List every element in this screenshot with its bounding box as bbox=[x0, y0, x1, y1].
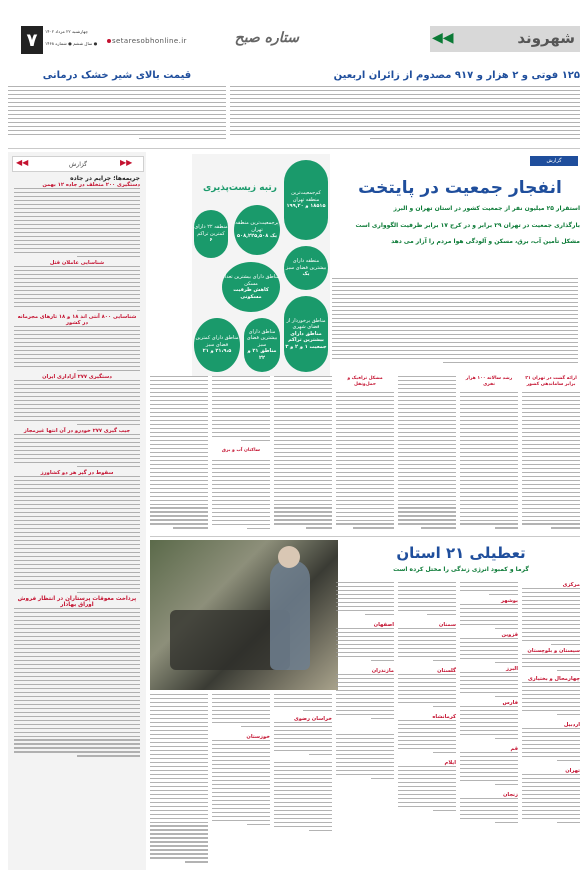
main-bullet-3: مشکل تأمین آب، برق، مسکن و آلودگی هوا مردم را آزار می دهد bbox=[391, 238, 580, 245]
info-cell-7-label: مناطق دارای کمترین فضای سبز bbox=[195, 335, 239, 348]
holiday-col-f-intro bbox=[212, 694, 270, 734]
infographic-title: رتبه زیست‌پذیری bbox=[203, 183, 277, 193]
sidebar-item-7-title: پرداخت معوقات پرستاران در انتظار فروش اوراق بهادار bbox=[17, 596, 137, 608]
province-12: سمنان bbox=[438, 622, 456, 628]
holiday-col-g bbox=[150, 694, 208, 870]
holiday-col-f bbox=[212, 694, 270, 870]
info-cell-4-label: منطقه دارای بیشترین فضای سبز bbox=[285, 258, 327, 271]
sidebar-item-5-text bbox=[14, 434, 140, 470]
province-16-text bbox=[336, 628, 394, 668]
sidebar-item-6-text bbox=[14, 476, 140, 596]
province-10-text bbox=[460, 752, 518, 792]
province-10: قم bbox=[510, 746, 518, 752]
col4-text bbox=[460, 392, 518, 532]
info-cell-5-value: مناطق دارای بیشترین تراکم جمعیت ۱ و ۲ و ۳ bbox=[285, 330, 327, 350]
main-lead-text bbox=[332, 278, 578, 368]
top-story-text bbox=[230, 86, 580, 144]
info-cell-2 bbox=[234, 205, 280, 255]
mid-divider bbox=[150, 536, 580, 537]
sidebar-item-4-title: دستگیری ۲۷۷ آزاداری ایران bbox=[42, 374, 112, 380]
sidebar-item-3-text bbox=[14, 326, 140, 374]
province-9-text bbox=[460, 706, 518, 746]
sidebar-chevrons-icon: ◀◀ bbox=[16, 158, 29, 167]
subhead-col2: ساکنان آب و برق bbox=[221, 448, 261, 453]
col3b-text bbox=[336, 392, 394, 532]
info-cell-8-label: مناطق دارای بیشترین فضای سبز bbox=[246, 328, 278, 348]
info-cell-6 bbox=[222, 262, 280, 312]
province-1-text bbox=[522, 588, 580, 648]
sidebar-item-3-title: شناسایی ۸۰۰ آنتی اند ۱۸ و ۱۸ تارهای مجرمانه در کشور bbox=[17, 314, 137, 326]
sidebar-item-5-title: جیب گیری ۲۷۷ خودرو در آن انتها غیرمجاز bbox=[23, 428, 131, 434]
top-divider bbox=[8, 148, 580, 149]
section-arrows-icon: ◀◀ bbox=[432, 30, 454, 46]
sidebar-body bbox=[14, 176, 140, 866]
person-shape bbox=[270, 560, 310, 670]
info-cell-2-label: پرجمعیت‌ترین منطقه تهران bbox=[235, 220, 279, 233]
col1-text-a bbox=[212, 376, 270, 444]
province-11-text bbox=[460, 798, 518, 828]
info-cell-1-label: کم‌جمعیت‌ترین منطقه تهران bbox=[291, 190, 321, 203]
side-story-text bbox=[8, 86, 226, 144]
province-4-text bbox=[522, 728, 580, 768]
holiday-col-a bbox=[522, 582, 580, 870]
sidebar-item-1-sub: دستگیری ۲۰۰ متخلف در جاده ۱۲ بهمن bbox=[42, 182, 140, 188]
col1-text-b bbox=[212, 460, 270, 532]
province-8: البرز bbox=[505, 666, 518, 672]
info-cell-8 bbox=[244, 318, 280, 372]
province-16: اصفهان bbox=[373, 622, 394, 628]
province-12-text bbox=[398, 628, 456, 668]
province-9: فارس bbox=[502, 700, 518, 706]
province-8-text bbox=[460, 672, 518, 700]
holiday-col-d bbox=[336, 582, 394, 870]
info-cell-8-value: مناطق ۲۱ و ۲۲ bbox=[247, 348, 277, 361]
province-19-text bbox=[212, 740, 270, 850]
col3-text bbox=[398, 376, 456, 532]
province-3: چهارمحال و بختیاری bbox=[528, 676, 580, 682]
info-cell-3 bbox=[194, 210, 228, 258]
page-number-box bbox=[21, 26, 43, 54]
info-cell-7 bbox=[194, 318, 240, 372]
province-4: اردبیل bbox=[563, 722, 580, 728]
province-5-text bbox=[522, 774, 580, 834]
holiday-col-e-intro bbox=[274, 694, 332, 716]
main-bullet-2: بارگذاری جمعیت در تهران ۲۹ برابر و در کرج ۱۷ برابر ظرفیت الگوواری است bbox=[355, 222, 580, 229]
province-15: ایلام bbox=[444, 760, 456, 766]
main-bullet-1: استقرار ۲۵ میلیون نفر از جمعیت کشور در استان تهران و البرز bbox=[393, 205, 580, 212]
col2-text bbox=[274, 376, 332, 532]
province-6: بوشهر bbox=[501, 598, 518, 604]
info-cell-6-label: مناطق دارای بیشترین تعداد مسکن bbox=[222, 274, 280, 287]
page-number: ۷ bbox=[26, 29, 38, 51]
province-18: خراسان رضوی bbox=[293, 716, 332, 722]
holiday-col-c-intro bbox=[398, 582, 456, 622]
holiday-col-e bbox=[274, 694, 332, 870]
province-14-text bbox=[398, 720, 456, 760]
province-17-text bbox=[336, 674, 394, 734]
province-2: سیستان و بلوچستان bbox=[527, 648, 580, 654]
holiday-col-b-intro bbox=[460, 582, 518, 598]
info-cell-4 bbox=[284, 246, 328, 290]
logo: ستاره صبح bbox=[234, 30, 299, 46]
province-6-text bbox=[460, 604, 518, 632]
info-cell-6-value: کاهش ظرفیت مسکونی bbox=[233, 287, 269, 300]
info-cell-2-value: یک ۵۰۸,۲۲۵,۵۰۸ bbox=[236, 233, 277, 240]
province-17: مازندران bbox=[371, 668, 394, 674]
person-head-shape bbox=[278, 546, 300, 568]
info-cell-3-value: ۶ bbox=[209, 237, 213, 244]
holiday-col-e-tail bbox=[274, 762, 332, 852]
col0-text bbox=[150, 376, 208, 532]
holiday-subhead: گرما و کمبود انرژی زندگی را مختل کرده است bbox=[393, 566, 529, 573]
province-7-text bbox=[460, 638, 518, 666]
side-headline: قیمت بالای شیر خشک درمانی bbox=[42, 70, 192, 81]
info-cell-5 bbox=[284, 296, 328, 372]
holiday-col-d-tail bbox=[336, 734, 394, 794]
province-1: مرکزی bbox=[562, 582, 580, 588]
section-title: شهروند bbox=[517, 29, 575, 47]
holiday-headline: تعطیلی ۲۱ استان bbox=[396, 544, 526, 562]
sidebar-item-4-text bbox=[14, 380, 140, 428]
main-kicker-label: گزارش bbox=[546, 158, 562, 164]
info-cell-7-value: ۲۱،۹،۵ و ۲۱ bbox=[202, 348, 232, 355]
site-dot-icon bbox=[107, 39, 111, 43]
sidebar-item-2-title: شناسایی عاملان قتل bbox=[49, 260, 105, 266]
holiday-col-c bbox=[398, 582, 456, 870]
top-headline: ۱۲۵ فوتی و ۲ هزار و ۹۱۷ مصدوم از زائران اربعین bbox=[333, 70, 580, 81]
holiday-photo bbox=[150, 540, 338, 690]
col5-text bbox=[522, 392, 580, 532]
province-7: قزوین bbox=[501, 632, 518, 638]
province-14: کرمانشاه bbox=[432, 714, 456, 720]
info-cell-1-value: ۱۸۵۱۵ و ۱۹۹,۲۰ bbox=[286, 203, 326, 210]
province-13: گلستان bbox=[437, 668, 456, 674]
date-line: چهارشنبه ۲۲ مرداد ۱۴۰۲ bbox=[45, 29, 89, 34]
province-2-text bbox=[522, 654, 580, 676]
info-cell-3-label: منطقه ۲۲ دارای کمترین تراکم bbox=[194, 224, 228, 237]
sidebar-title: گزارش bbox=[68, 160, 88, 168]
sidebar-item-1-text bbox=[14, 188, 140, 260]
issue-line: ● سال ششم ● شماره ۱۴۶۸ bbox=[45, 41, 98, 46]
province-15-text bbox=[398, 766, 456, 826]
info-cell-1 bbox=[284, 160, 328, 240]
site-url[interactable]: setaresobhonline.ir bbox=[112, 37, 187, 45]
sidebar-chevrons-right-icon: ▶▶ bbox=[120, 158, 133, 167]
sidebar-item-1-title: جریمه‌ها؛ جرایم در جاده bbox=[70, 175, 140, 182]
sidebar-item-7-text bbox=[14, 608, 140, 758]
info-cell-5-label: مناطق برخوردار از فضای شهری bbox=[286, 317, 326, 331]
holiday-col-d-intro bbox=[336, 582, 394, 622]
province-3-text bbox=[522, 682, 580, 722]
subhead-col4: رشد سالانه ۱۰۰ هزار نفری bbox=[465, 376, 513, 387]
holiday-col-b bbox=[460, 582, 518, 870]
province-5: تهران bbox=[565, 768, 580, 774]
info-cell-4-value: یک bbox=[302, 271, 310, 278]
province-13-text bbox=[398, 674, 456, 714]
province-11: زنجان bbox=[502, 792, 518, 798]
main-headline: انفجار جمعیت در پایتخت bbox=[358, 178, 562, 198]
subhead-col5: ارائه گشت در تهران ۲۱ برابر ساماندهی کشور bbox=[525, 376, 577, 387]
main-kicker bbox=[530, 156, 578, 166]
province-18-text bbox=[274, 722, 332, 762]
sidebar-item-6-title: سقوط در گیر هر دو کشاورز bbox=[40, 470, 114, 476]
sidebar-item-2-text bbox=[14, 266, 140, 314]
province-19: خوزستان bbox=[246, 734, 270, 740]
subhead-col3: مشکل ترافیک و حمل‌ونقل bbox=[347, 376, 383, 387]
